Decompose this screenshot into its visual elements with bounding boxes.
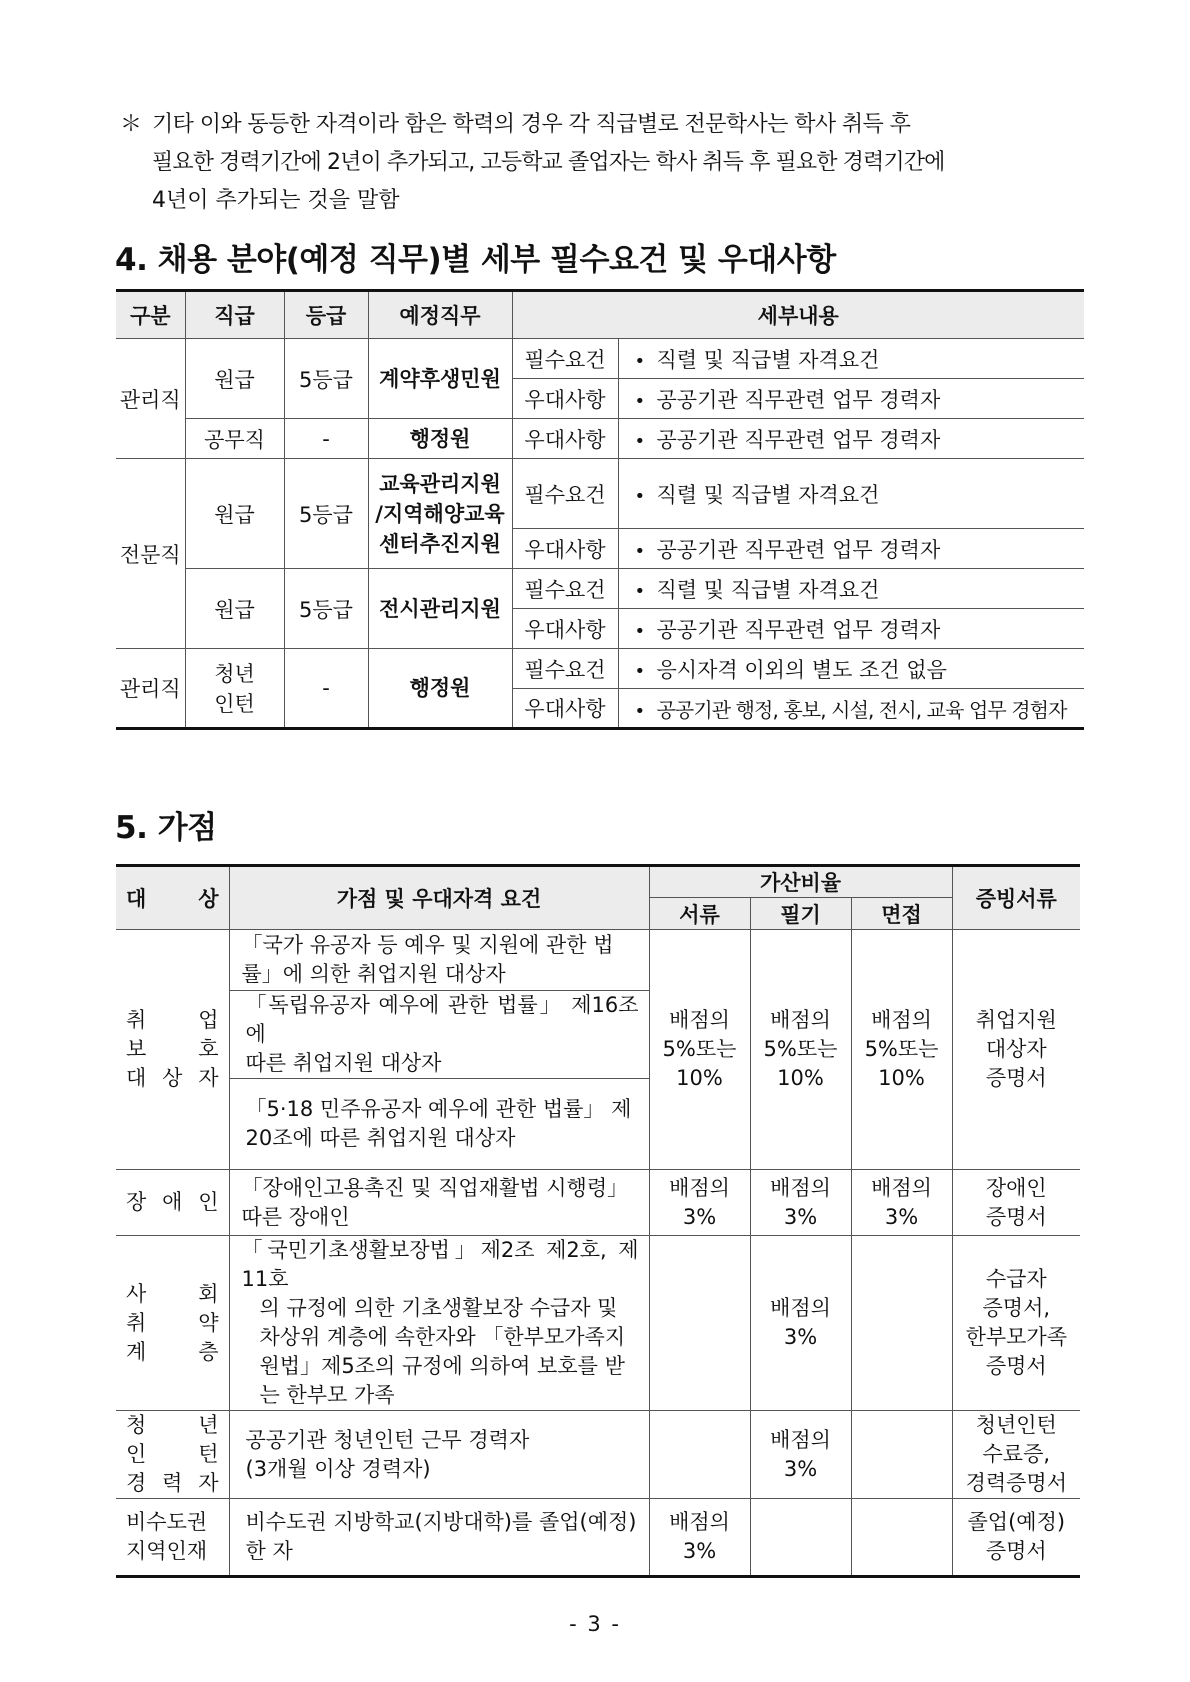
footnote-line: 4년이 추가되는 것을 말함 — [152, 188, 400, 213]
requirement-line: 「국가 유공자 등 예우 및 지원에 관한 법 — [241, 933, 614, 957]
detail-text: 공공기관 행정, 홍보, 시설, 전시, 교육 업무 경험자 — [656, 697, 1067, 722]
rate-cell — [649, 1411, 750, 1499]
duty-cell: 행정원 — [368, 649, 512, 729]
requirement-cell — [229, 991, 649, 1079]
requirement-line: 「5·18 민주유공자 예우에 관한 법률」 제 — [245, 1097, 632, 1121]
bullet-icon: • — [634, 580, 646, 602]
rate-cell: 배점의 5%또는 10% — [750, 930, 851, 1170]
type-cell: 필수요건 — [512, 649, 618, 689]
rate-cell: 배점의 3% — [750, 1411, 851, 1499]
duty-cell: 전시관리지원 — [368, 569, 512, 649]
detail-cell — [618, 649, 1084, 689]
duty-cell: 행정원 — [368, 419, 512, 459]
section-5-title: 5. 가점 — [115, 810, 217, 846]
category-cell: 관리직 — [116, 339, 185, 459]
target-cell: 장 애 인 — [116, 1170, 229, 1236]
duty-line: 교육관리지원 — [379, 471, 501, 496]
table-header-row — [116, 866, 1080, 898]
bullet-icon: • — [634, 700, 645, 722]
duty-line: 센터추진지원 — [379, 531, 501, 556]
detail-text: 공공기관 직무관련 업무 경력자 — [656, 387, 941, 412]
rate-cell — [750, 1499, 851, 1577]
rank-cell: 원급 — [185, 569, 284, 649]
header-requirement: 가점 및 우대자격 요건 — [229, 866, 649, 930]
target-cell: 사 회 취 약 계 층 — [116, 1236, 229, 1411]
grade-cell: - — [284, 419, 368, 459]
grade-cell: 5등급 — [284, 569, 368, 649]
requirement-cell: 「국민기초생활보장법」제2조 제2호, 제11호 의 규정에 의한 기초생활보장 수급자 및 차상위 계층에 속한자와 「한부모가족지 원법」제5조의 규정에 의하여 보호를 받 는 한부모 가족 — [229, 1236, 649, 1411]
section-4-title: 4. 채용 분야(예정 직무)별 세부 필수요건 및 우대사항 — [115, 242, 836, 278]
header-rank: 직급 — [185, 291, 284, 339]
detail-cell — [618, 569, 1084, 609]
requirement-line: 「독립유공자 예우에 관한 법률」 제16조에 — [245, 993, 639, 1046]
bullet-icon: • — [634, 540, 646, 562]
detail-cell — [618, 339, 1084, 379]
table-header-row — [116, 291, 1084, 339]
header-target — [116, 866, 229, 930]
rate-cell: 배점의 3% — [649, 1499, 750, 1577]
header-grade: 등급 — [284, 291, 368, 339]
footnote-line: 필요한 경력기간에 2년이 추가되고, 고등학교 졸업자는 학사 취득 후 필요한 경력기간에 — [152, 150, 945, 175]
proof-cell: 장애인 증명서 — [952, 1170, 1080, 1236]
asterisk-mark: ＊ — [120, 112, 143, 137]
rate-cell — [649, 1236, 750, 1411]
proof-cell: 수급자 증명서, 한부모가족 증명서 — [952, 1236, 1080, 1411]
bonus-points-table — [116, 864, 1080, 1578]
proof-cell: 취업지원 대상자 증명서 — [952, 930, 1080, 1170]
header-duty: 예정직무 — [368, 291, 512, 339]
table-row — [116, 930, 1080, 991]
type-cell: 우대사항 — [512, 419, 618, 459]
bullet-icon: • — [634, 485, 646, 507]
requirement-cell — [229, 930, 649, 991]
target-line: 취 업 — [126, 1008, 219, 1032]
footnote — [120, 106, 1080, 220]
requirements-table — [116, 289, 1084, 730]
type-cell: 우대사항 — [512, 689, 618, 729]
rate-cell: 배점의 5%또는 10% — [649, 930, 750, 1170]
rank-cell: 원급 — [185, 339, 284, 419]
rank-cell: 원급 — [185, 459, 284, 569]
rate-cell — [851, 1236, 952, 1411]
requirement-line: 20조에 따른 취업지원 대상자 — [245, 1126, 516, 1150]
requirement-line: 률」에 의한 취업지원 대상자 — [241, 962, 506, 986]
table-row — [116, 459, 1084, 529]
bullet-icon: • — [634, 660, 646, 682]
detail-text: 공공기관 직무관련 업무 경력자 — [656, 537, 941, 562]
detail-text: 응시자격 이외의 별도 조건 없음 — [656, 657, 947, 682]
table-row — [116, 339, 1084, 379]
bullet-icon: • — [634, 430, 646, 452]
header-doc: 서류 — [649, 898, 750, 930]
bullet-icon: • — [634, 390, 646, 412]
rank-line: 인턴 — [214, 692, 255, 716]
header-char: 상 — [198, 887, 219, 911]
rank-cell — [185, 649, 284, 729]
requirement-cell: 비수도권 지방학교(지방대학)를 졸업(예정) 한 자 — [229, 1499, 649, 1577]
type-cell: 우대사항 — [512, 379, 618, 419]
table-row — [116, 1499, 1080, 1577]
grade-cell: - — [284, 649, 368, 729]
detail-cell — [618, 609, 1084, 649]
target-line: 보 호 — [126, 1037, 219, 1061]
detail-text: 직렬 및 직급별 자격요건 — [656, 347, 880, 372]
duty-line: /지역해양교육 — [375, 501, 505, 526]
detail-text: 직렬 및 직급별 자격요건 — [656, 482, 880, 507]
category-cell: 관리직 — [116, 649, 185, 729]
header-detail: 세부내용 — [512, 291, 1084, 339]
bullet-icon: • — [634, 350, 646, 372]
rate-cell: 배점의 3% — [750, 1170, 851, 1236]
table-row — [116, 649, 1084, 689]
type-cell: 필수요건 — [512, 459, 618, 529]
rate-cell — [851, 1411, 952, 1499]
rank-cell: 공무직 — [185, 419, 284, 459]
detail-cell — [618, 459, 1084, 529]
type-cell: 필수요건 — [512, 339, 618, 379]
table-row — [116, 1236, 1080, 1411]
requirement-cell — [229, 1079, 649, 1170]
bullet-icon: • — [634, 620, 646, 642]
header-interview: 면접 — [851, 898, 952, 930]
detail-cell — [618, 419, 1084, 459]
table-row — [116, 569, 1084, 609]
duty-cell — [368, 459, 512, 569]
category-cell: 전문직 — [116, 459, 185, 649]
type-cell: 우대사항 — [512, 609, 618, 649]
type-cell: 우대사항 — [512, 529, 618, 569]
target-cell: 청 년 인 턴 경 력 자 — [116, 1411, 229, 1499]
detail-text: 공공기관 직무관련 업무 경력자 — [656, 617, 941, 642]
page-number: - 3 - — [569, 1612, 621, 1636]
header-category: 구분 — [116, 291, 185, 339]
detail-cell — [618, 379, 1084, 419]
rate-cell: 배점의 3% — [851, 1170, 952, 1236]
detail-text: 직렬 및 직급별 자격요건 — [656, 577, 880, 602]
grade-cell: 5등급 — [284, 459, 368, 569]
requirement-cell: 공공기관 청년인턴 근무 경력자 (3개월 이상 경력자) — [229, 1411, 649, 1499]
proof-cell: 졸업(예정) 증명서 — [952, 1499, 1080, 1577]
proof-cell: 청년인턴 수료증, 경력증명서 — [952, 1411, 1080, 1499]
requirement-cell: 「장애인고용촉진 및 직업재활법 시행령」 따른 장애인 — [229, 1170, 649, 1236]
rate-cell: 배점의 5%또는 10% — [851, 930, 952, 1170]
table-row — [116, 1170, 1080, 1236]
requirement-line: 따른 취업지원 대상자 — [245, 1051, 442, 1075]
type-cell: 필수요건 — [512, 569, 618, 609]
header-ratio: 가산비율 — [649, 866, 952, 898]
target-cell — [116, 930, 229, 1170]
header-written: 필기 — [750, 898, 851, 930]
rank-line: 청년 — [214, 662, 255, 686]
header-proof: 증빙서류 — [952, 866, 1080, 930]
rate-cell: 배점의 3% — [649, 1170, 750, 1236]
detail-cell — [618, 529, 1084, 569]
detail-cell — [618, 689, 1084, 729]
grade-cell: 5등급 — [284, 339, 368, 419]
table-row — [116, 419, 1084, 459]
header-char: 대 — [126, 887, 147, 911]
duty-cell: 계약후생민원 — [368, 339, 512, 419]
detail-text: 공공기관 직무관련 업무 경력자 — [656, 427, 941, 452]
rate-cell — [851, 1499, 952, 1577]
table-row — [116, 1411, 1080, 1499]
target-cell: 비수도권 지역인재 — [116, 1499, 229, 1577]
target-line: 대 상 자 — [126, 1066, 219, 1090]
footnote-line: 기타 이와 동등한 자격이라 함은 학력의 경우 각 직급별로 전문학사는 학사 취득 후 — [152, 112, 911, 137]
rate-cell: 배점의 3% — [750, 1236, 851, 1411]
